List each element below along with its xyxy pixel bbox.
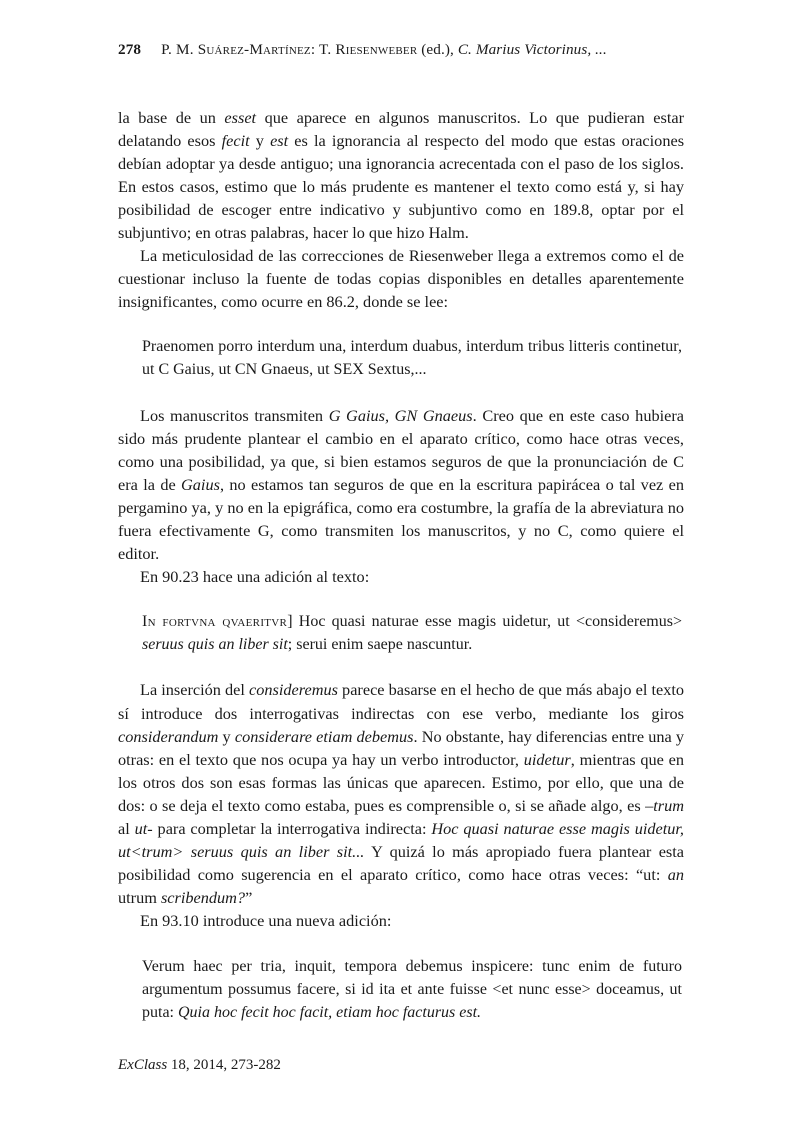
p5-run-10: ”	[245, 888, 253, 908]
p1-run-1: la base de un	[118, 107, 225, 127]
p5-italic-considerandum: considerandum	[118, 726, 219, 746]
block-quote-1	[118, 335, 684, 381]
quote2-smallcaps-lemma: In fortvna qvaeritvr	[142, 613, 288, 631]
p3-run-1: Los manuscritos transmiten	[140, 405, 329, 425]
p1-italic-esset: esset	[224, 107, 257, 127]
p5-italic-an: an	[667, 865, 684, 885]
p5-italic-uidetur: uidetur	[523, 749, 571, 769]
quote3-italic-quia-hoc-fecit: Quia hoc fecit hoc facit, etiam hoc facturus est.	[178, 1003, 482, 1021]
p5-run-5: , mientras que en los otros dos son esas formas las únicas que aparecen. Estimo, por ello, que una de dos: o se deja el texto como estaba, pues es comprensible o, si se añade algo, es	[118, 749, 684, 815]
running-head	[118, 40, 684, 61]
quote3-run-1: Verum haec per tria, inquit, tempora debemus inspicere: tunc enim de futuro argumentum possumus facere, si id ita et ante fuisse <et nunc esse> doceamus, ut puta:	[142, 957, 682, 1021]
p1-run-4: es la ignorancia al respecto del modo que estas oraciones debían adoptar ya desde antiguo; una ignorancia acrecentada con el paso de los siglos. En estos casos, estimo que lo más prudente es mantener el texto como está y, si hay posibilidad de escoger entre indicativo y subjuntivo como en 189.8, optar por el subjuntivo; en otras palabras, hacer lo que hizo Halm.	[118, 130, 685, 242]
running-head-editor: T. Riesenweber	[319, 41, 418, 58]
paragraph-4	[118, 565, 684, 588]
quote2-italic-seruus: seruus quis an liber sit	[142, 636, 288, 654]
quote-spacer-bottom-1	[118, 382, 684, 404]
p4-run-1: En 90.23 hace una adición al texto:	[140, 567, 370, 587]
running-head-separator: :	[310, 41, 320, 58]
p1-italic-est: est	[270, 130, 289, 150]
p1-run-3: y	[249, 130, 271, 150]
quote-spacer-top-2	[118, 588, 684, 610]
p5-run-1: La inserción del	[140, 680, 250, 700]
block-quote-3	[118, 955, 684, 1024]
footer-journal-name: ExClass	[118, 1057, 168, 1073]
paragraph-6	[118, 909, 684, 932]
p2-run-1: La meticulosidad de las correcciones de Riesenweber llega a extremos como el de cuestionar incluso la fuente de todas copias disponibles en detalles aparentemente insignificantes, como ocurre en 86.2, donde se lee:	[118, 246, 684, 312]
quote2-run-2: ; serui enim saepe nascuntur.	[287, 636, 473, 654]
p5-italic-considerare-etiam-debemus: considerare etiam debemus	[234, 726, 414, 746]
paragraph-3	[118, 404, 684, 566]
p5-run-7: para completar la interrogativa indirecta:	[152, 819, 432, 839]
block-quote-2	[118, 610, 684, 656]
p3-italic-gaius-gnaeus: G Gaius, GN Gnaeus	[328, 405, 473, 425]
p5-run-6: al	[118, 819, 135, 839]
quote2-run-1: Hoc quasi naturae esse magis uidetur, ut <consideremus>	[292, 613, 682, 631]
p1-italic-fecit: fecit	[221, 130, 250, 150]
paragraph-5	[118, 678, 684, 909]
page-number: 278	[118, 41, 142, 58]
quote2-bracket: ]	[287, 613, 293, 631]
quote1-text: Praenomen porro interdum una, interdum duabus, interdum tribus litteris continetur, ut C Gaius, ut CN Gnaeus, ut SEX Sextus,...	[142, 338, 682, 379]
p5-italic-scribendum: scribendum?	[160, 888, 246, 908]
footer-citation: 18, 2014, 273-282	[167, 1057, 281, 1073]
page-content	[118, 40, 684, 1024]
paragraph-1	[118, 106, 684, 245]
p5-run-2: parece basarse en el hecho de que más abajo el texto sí introduce dos interrogativas indirectas con ese verbo, mediante los giros	[118, 680, 685, 723]
p3-run-2: . Creo que en este caso hubiera sido más prudente plantear el cambio en el aparato crítico, como hace otras veces, como una posibilidad, ya que, si bien estamos seguros de que la pronunciación de C era la de	[118, 405, 684, 494]
p5-run-9: utrum	[118, 888, 161, 908]
p5-italic-ut: ut-	[134, 819, 153, 839]
p3-run-3: , no estamos tan seguros de que en la escritura papirácea o tal vez en pergamino ya, y no en la epigráfica, como era costumbre, la grafía de la abreviatura no fuera efectivamente G, como transmiten los manuscritos, y no C, como quiere el editor.	[118, 474, 684, 564]
p5-italic-hoc-quasi: Hoc quasi naturae esse magis uidetur, ut<trum> seruus quis an liber sit...	[118, 819, 684, 862]
quote-spacer-bottom-2	[118, 656, 684, 678]
running-head-author: P. M. Suárez-Martínez	[161, 41, 311, 58]
p5-italic-trum: –trum	[645, 795, 684, 815]
quote-spacer-top-3	[118, 933, 684, 955]
p5-run-8: Y quizá lo más apropiado fuera plantear esta posibilidad como sugerencia en el aparato crítico, como hace otras veces: “ut:	[118, 842, 685, 885]
p5-run-3: y	[218, 726, 235, 746]
p6-run-1: En 93.10 introduce una nueva adición:	[140, 911, 392, 931]
p5-run-4: . No obstante, hay diferencias entre una y otras: en el texto que nos ocupa ya hay un verbo introductor,	[118, 726, 685, 769]
running-head-editor-role: (ed.),	[417, 41, 458, 58]
running-head-work-title: C. Marius Victorinus, ...	[457, 41, 607, 58]
p5-italic-consideremus: consideremus	[249, 680, 338, 700]
p3-italic-gaius: Gaius	[181, 474, 220, 494]
quote-spacer-top-1	[118, 313, 684, 335]
p1-run-2: que aparece en algunos manuscritos. Lo que pudieran estar delatando esos	[118, 107, 685, 150]
page-footer	[118, 1056, 281, 1076]
paragraph-2	[118, 244, 684, 313]
